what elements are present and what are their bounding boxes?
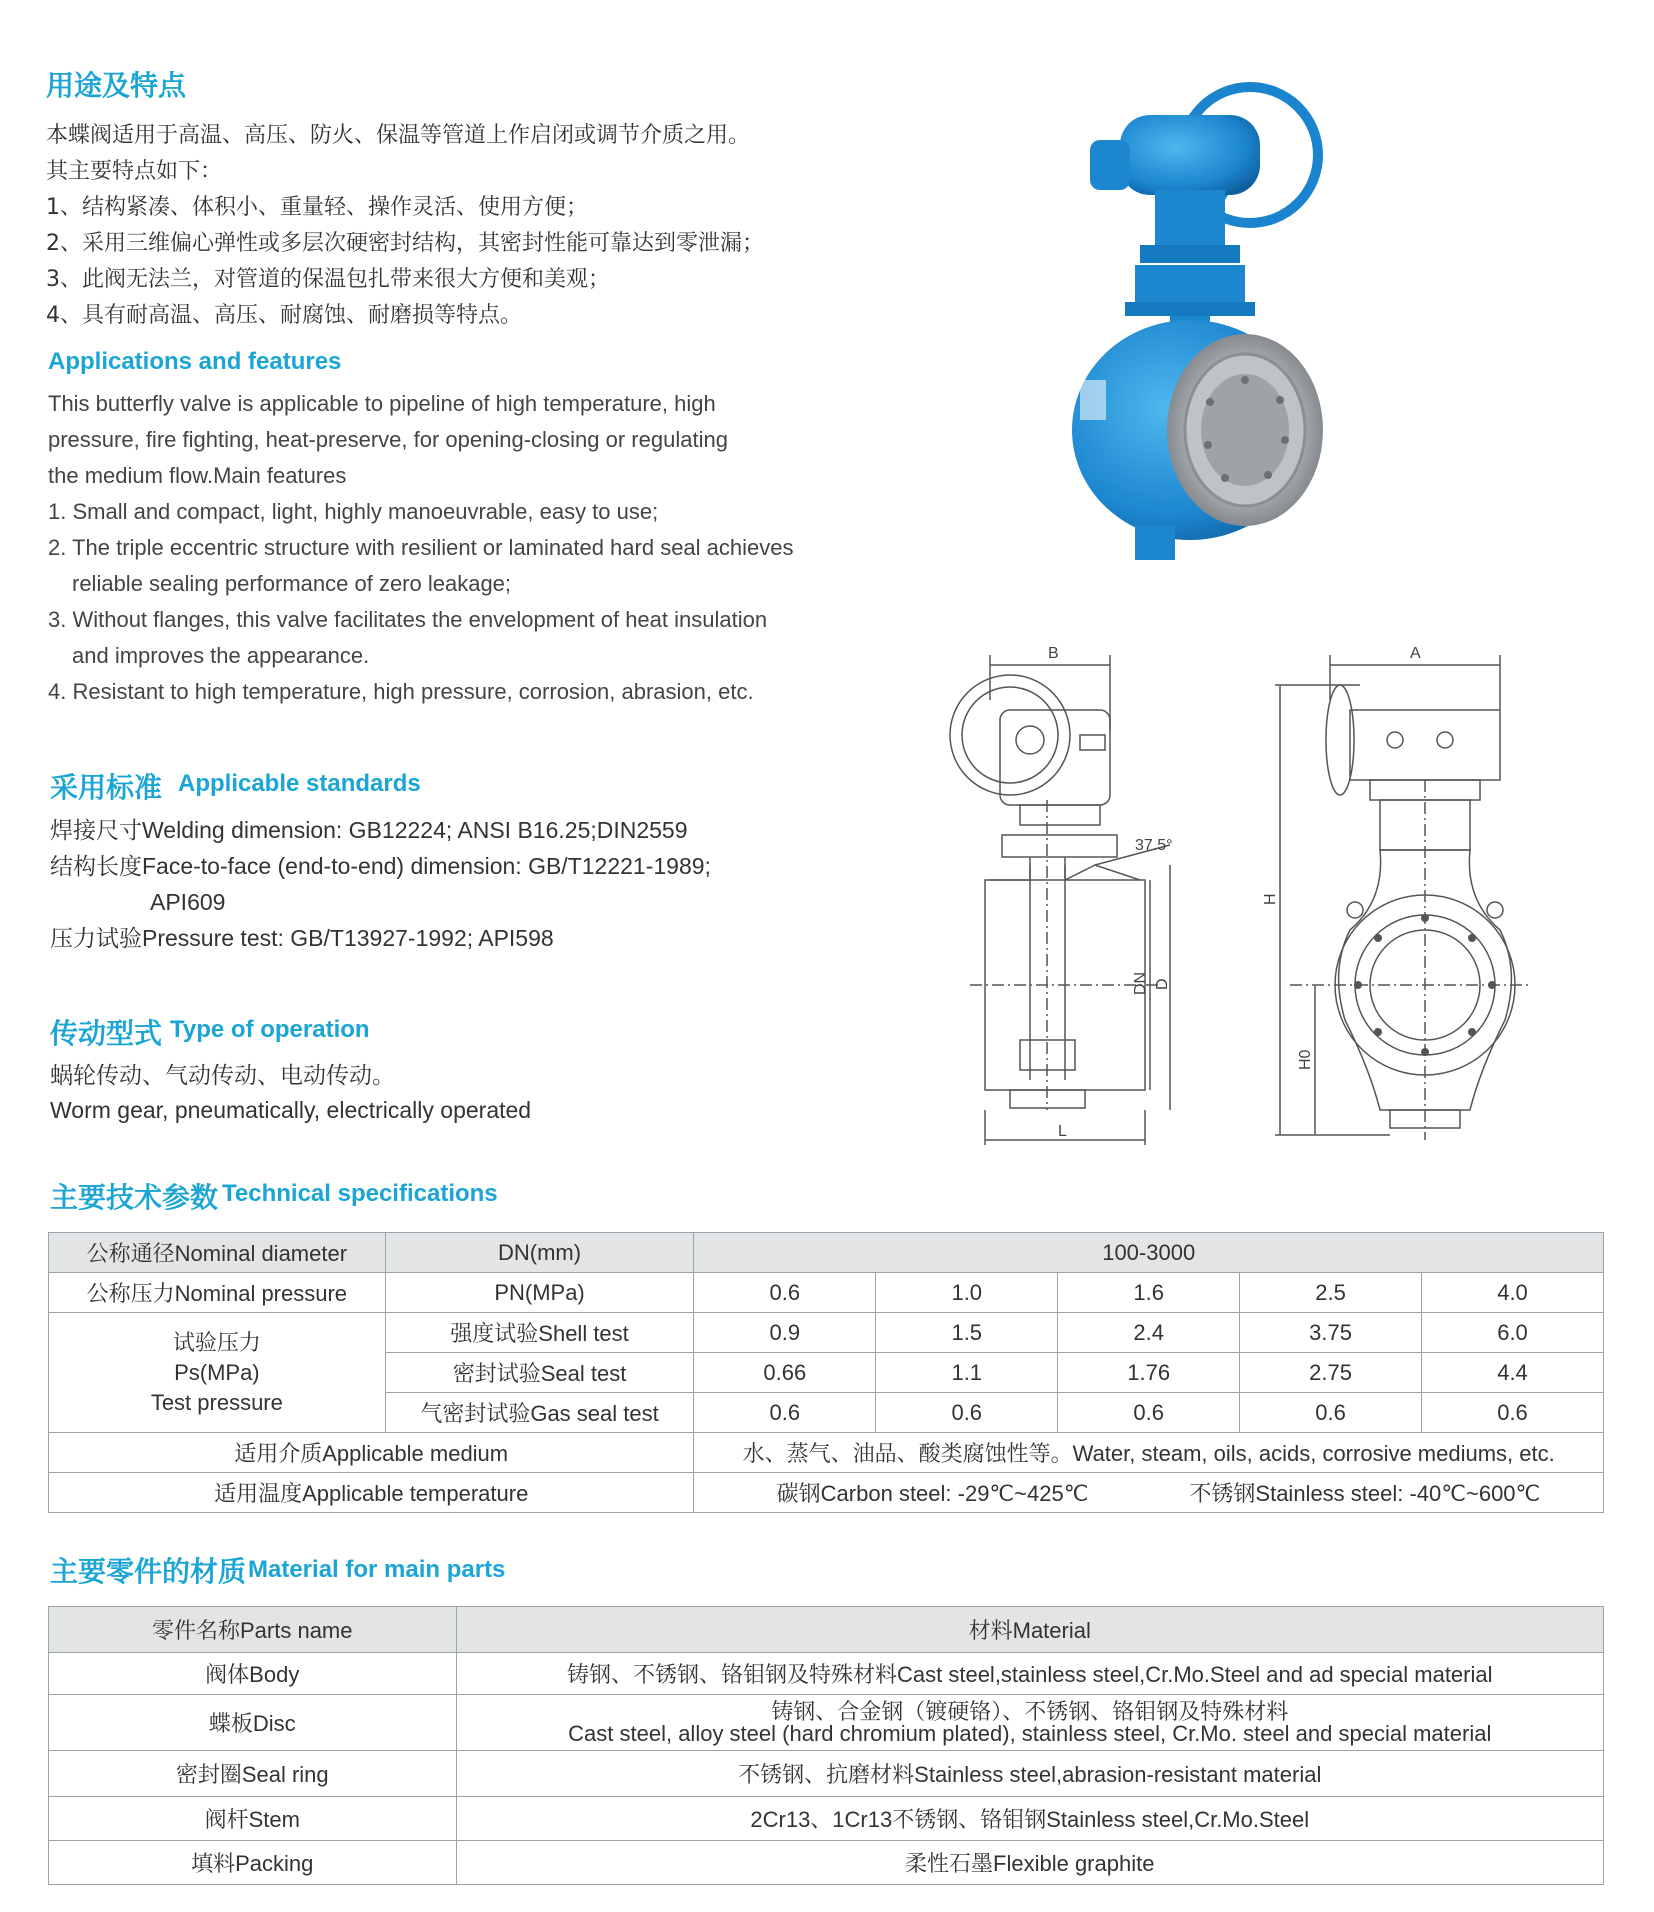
dimension-drawing-side (930, 640, 1190, 1140)
spec-cell: 0.9 (694, 1313, 876, 1353)
valve-photo (1040, 80, 1340, 570)
standard-face-to-face-cont: API609 (150, 889, 226, 915)
operation-title-cn: 传动型式 (50, 1017, 163, 1050)
table-row (49, 1653, 1604, 1695)
feature-line: and improves the appearance. (72, 643, 370, 668)
table-row (49, 1273, 1604, 1313)
standard-welding: 焊接尺寸Welding dimension: GB12224; ANSI B16.25;DIN2559 (50, 817, 688, 843)
materials-title-en: Material for main parts (248, 1556, 506, 1583)
spec-cell: 0.6 (876, 1393, 1058, 1433)
temp-stainless: 不锈钢Stainless steel: -40℃~600℃ (1189, 1481, 1541, 1506)
spec-unit-dn: DN(mm) (385, 1233, 694, 1273)
spec-label-medium: 适用介质Applicable medium (49, 1433, 694, 1473)
dim-label-H0: H0 (1297, 1049, 1314, 1070)
spec-label-dn: 公称通径Nominal diameter (49, 1233, 386, 1273)
spec-cell: 6.0 (1422, 1313, 1604, 1353)
material-part: 蝶板Disc (49, 1695, 457, 1751)
dim-label-DN: DN (1132, 971, 1149, 995)
material-value: 铸钢、合金钢（镀硬铬）、不锈钢、铬钼钢及特殊材料 Cast steel, alloy steel (hard chromium plated), stainless steel, Cr.Mo. steel and special material (456, 1695, 1603, 1751)
spec-cell: 1.0 (876, 1273, 1058, 1313)
table-row (49, 1233, 1604, 1273)
standard-pressure-test: 压力试验Pressure test: GB/T13927-1992; API598 (50, 925, 554, 951)
spec-cell: 2.5 (1240, 1273, 1422, 1313)
intro-line: 2、采用三维偏心弹性或多层次硬密封结构，其密封性能可靠达到零泄漏； (46, 231, 764, 256)
feature-line: pressure, fire fighting, heat-preserve, for opening-closing or regulating (48, 427, 728, 452)
standard-face-to-face: 结构长度Face-to-face (end-to-end) dimension: GB/T12221-1989; (50, 853, 711, 879)
material-value: 铸钢、不锈钢、铬钼钢及特殊材料Cast steel,stainless steel,Cr.Mo.Steel and ad special material (456, 1653, 1603, 1695)
usage-title-cn: 用途及特点 (46, 69, 187, 102)
dim-label-B: B (1048, 645, 1059, 662)
spec-cell: 0.6 (1240, 1393, 1422, 1433)
spec-label-seal: 密封试验Seal test (385, 1353, 694, 1393)
material-value: 不锈钢、抗磨材料Stainless steel,abrasion-resistant material (456, 1751, 1603, 1797)
table-row (49, 1433, 1604, 1473)
spec-cell: 2.75 (1240, 1353, 1422, 1393)
material-value: 2Cr13、1Cr13不锈钢、铬钼钢Stainless steel,Cr.Mo.Steel (456, 1797, 1603, 1841)
operation-line-cn: 蜗轮传动、气动传动、电动传动。 (50, 1063, 395, 1089)
spec-label-gas: 气密封试验Gas seal test (385, 1393, 694, 1433)
table-row (49, 1841, 1604, 1885)
spec-cell: 1.6 (1058, 1273, 1240, 1313)
intro-line: 3、此阀无法兰，对管道的保温包扎带来很大方便和美观； (46, 267, 610, 292)
intro-line: 本蝶阀适用于高温、高压、防火、保温等管道上作启闭或调节介质之用。 (46, 123, 751, 148)
intro-line: 其主要特点如下： (46, 159, 223, 184)
spec-cell: 0.6 (694, 1393, 876, 1433)
table-row (49, 1313, 1604, 1353)
spec-label-shell: 强度试验Shell test (385, 1313, 694, 1353)
spec-value-dn: 100-3000 (694, 1233, 1604, 1273)
dim-label-H: H (1262, 893, 1279, 905)
specs-table (48, 1232, 1604, 1513)
material-part: 阀体Body (49, 1653, 457, 1695)
feature-line: 3. Without flanges, this valve facilitates the envelopment of heat insulation (48, 607, 768, 632)
feature-line: reliable sealing performance of zero leakage; (72, 571, 512, 596)
usage-title-en: Applications and features (48, 348, 342, 375)
intro-line: 1、结构紧凑、体积小、重量轻、操作灵活、使用方便； (46, 195, 588, 220)
specs-title-cn: 主要技术参数 (50, 1181, 219, 1214)
spec-cell: 1.1 (876, 1353, 1058, 1393)
spec-cell: 0.6 (1058, 1393, 1240, 1433)
spec-value-temp (694, 1473, 1604, 1513)
spec-cell: 4.0 (1422, 1273, 1604, 1313)
operation-title-en: Type of operation (170, 1016, 370, 1043)
materials-title-cn: 主要零件的材质 (50, 1555, 247, 1588)
test-pressure-label: 试验压力 Ps(MPa) Test pressure (49, 1313, 386, 1433)
feature-line: 4. Resistant to high temperature, high pressure, corrosion, abrasion, etc. (48, 679, 754, 704)
table-row (49, 1695, 1604, 1751)
spec-cell: 0.6 (1422, 1393, 1604, 1433)
materials-header-material: 材料Material (456, 1607, 1603, 1653)
dim-label-angle: 37.5° (1135, 837, 1173, 854)
spec-cell: 3.75 (1240, 1313, 1422, 1353)
spec-cell: 0.6 (694, 1273, 876, 1313)
spec-cell: 0.66 (694, 1353, 876, 1393)
dimension-drawing-front (1250, 640, 1520, 1160)
spec-unit-pn: PN(MPa) (385, 1273, 694, 1313)
feature-line: the medium flow.Main features (48, 463, 347, 488)
gearbox (1120, 115, 1260, 195)
spec-cell: 1.5 (876, 1313, 1058, 1353)
feature-line: 1. Small and compact, light, highly manoeuvrable, easy to use; (48, 499, 659, 524)
standards-title-en: Applicable standards (178, 770, 421, 797)
feature-line: This butterfly valve is applicable to pipeline of high temperature, high (48, 391, 716, 416)
spec-label-temp: 适用温度Applicable temperature (49, 1473, 694, 1513)
spec-cell: 4.4 (1422, 1353, 1604, 1393)
spec-label-pn: 公称压力Nominal pressure (49, 1273, 386, 1313)
spec-cell: 1.76 (1058, 1353, 1240, 1393)
spec-cell: 2.4 (1058, 1313, 1240, 1353)
dim-label-L: L (1058, 1123, 1067, 1140)
temp-carbon: 碳钢Carbon steel: -29℃~425℃ (776, 1481, 1089, 1506)
spec-value-medium: 水、蒸气、油品、酸类腐蚀性等。Water, steam, oils, acids, corrosive mediums, etc. (694, 1433, 1604, 1473)
table-row (49, 1751, 1604, 1797)
specs-title-en: Technical specifications (222, 1180, 498, 1207)
material-part: 密封圈Seal ring (49, 1751, 457, 1797)
dim-label-D: D (1154, 978, 1171, 990)
materials-header-part: 零件名称Parts name (49, 1607, 457, 1653)
standards-title-cn: 采用标准 (50, 771, 163, 804)
material-value: 柔性石墨Flexible graphite (456, 1841, 1603, 1885)
materials-table (48, 1606, 1604, 1885)
dim-label-A: A (1410, 645, 1421, 662)
table-row (49, 1473, 1604, 1513)
intro-line: 4、具有耐高温、高压、耐腐蚀、耐磨损等特点。 (46, 303, 522, 328)
feature-line: 2. The triple eccentric structure with resilient or laminated hard seal achieves (48, 535, 794, 560)
table-row (49, 1797, 1604, 1841)
material-part: 阀杆Stem (49, 1797, 457, 1841)
material-part: 填料Packing (49, 1841, 457, 1885)
operation-line-en: Worm gear, pneumatically, electrically operated (50, 1097, 532, 1123)
table-row (49, 1607, 1604, 1653)
